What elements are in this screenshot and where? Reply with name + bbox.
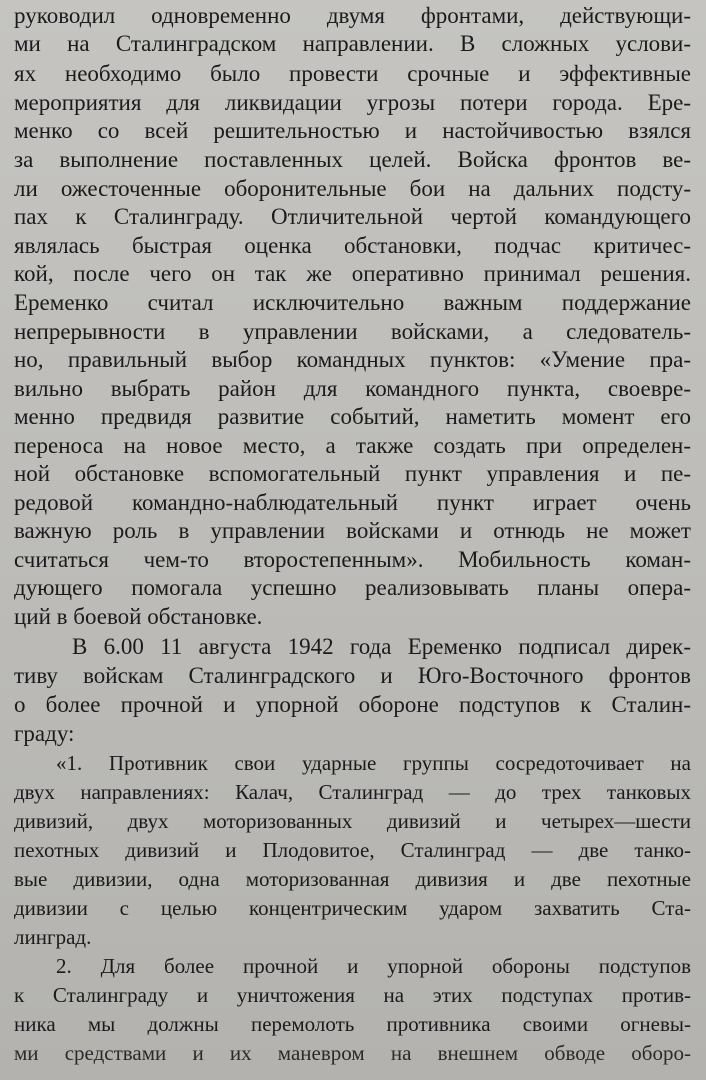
text-line: В 6.00 11 августа 1942 года Еременко подписал дирек- [72, 634, 691, 659]
text-line: руководил одновременно двумя фронтами, действующи- [14, 3, 691, 28]
text-line: дующего помогала успешно реализовывать планы опера- [14, 575, 691, 600]
text-line: Еременко считал исключительно важным поддержание [14, 290, 691, 315]
text-line: мероприятия для ликвидации угрозы потери города. Ере- [14, 90, 691, 115]
text-line: переноса на новое место, а также создать при определен- [14, 433, 691, 458]
text-line: к Сталинграду и уничтожения на этих подступах против- [14, 983, 691, 1007]
text-line: непрерывности в управлении войсками, а следователь- [14, 319, 691, 344]
text-line: важную роль в управлении войсками и отнюдь не может [14, 518, 691, 543]
text-line: двух направлениях: Калач, Сталинград — до трех танковых [14, 780, 691, 804]
text-line: ной обстановке вспомогательный пункт управления и пе- [14, 461, 691, 486]
text-line: ника мы должны перемолоть противника своими огневы- [14, 1012, 691, 1036]
text-line: вые дивизии, одна моторизованная дивизия и две пехотные [14, 867, 691, 891]
text-line: ях необходимо было провести срочные и эффективные [14, 61, 691, 86]
text-line: но, правильный выбор командных пунктов: «Умение пра- [14, 347, 691, 372]
text-line: линград. [14, 925, 92, 949]
text-line: граду: [14, 721, 75, 746]
text-line: менно предвидя развитие событий, наметить момент его [14, 404, 691, 429]
text-line: пах к Сталинграду. Отличительной чертой командующего [14, 204, 691, 229]
text-line: редовой командно-наблюдательный пункт играет очень [14, 490, 691, 515]
text-line: являлась быстрая оценка обстановки, подчас критичес- [14, 233, 691, 258]
text-line: ций в боевой обстановке. [14, 604, 263, 629]
text-line: считаться чем-то второстепенным». Мобильность коман- [14, 547, 691, 572]
text-line: ли ожесточенные оборонительные бои на дальних подсту- [14, 176, 691, 201]
text-line: дивизии с целью концентрическим ударом захватить Ста- [14, 896, 691, 920]
text-line: менко со всей решительностью и настойчивостью взялся [14, 118, 691, 143]
text-line: пехотных дивизий и Плодовитое, Сталинград — две танко- [14, 838, 691, 862]
text-line: кой, после чего он так же оперативно принимал решения. [14, 261, 691, 286]
text-line: 2. Для более прочной и упорной обороны подступов [56, 954, 691, 978]
text-line: «1. Противник свои ударные группы сосредоточивает на [56, 751, 691, 775]
text-line: о более прочной и упорной обороне подступов к Сталин- [14, 692, 691, 717]
text-line: ми средствами и их маневром на внешнем обводе оборо- [14, 1041, 691, 1065]
text-line: за выполнение поставленных целей. Войска фронтов ве- [14, 147, 691, 172]
text-line: дивизий, двух моторизованных дивизий и четырех—шести [14, 809, 691, 833]
text-line: вильно выбрать район для командного пункта, своевре- [14, 376, 691, 401]
text-line: тиву войскам Сталинградского и Юго-Восточного фронтов [14, 663, 691, 688]
text-line: ми на Сталинградском направлении. В сложных услови- [14, 31, 691, 56]
